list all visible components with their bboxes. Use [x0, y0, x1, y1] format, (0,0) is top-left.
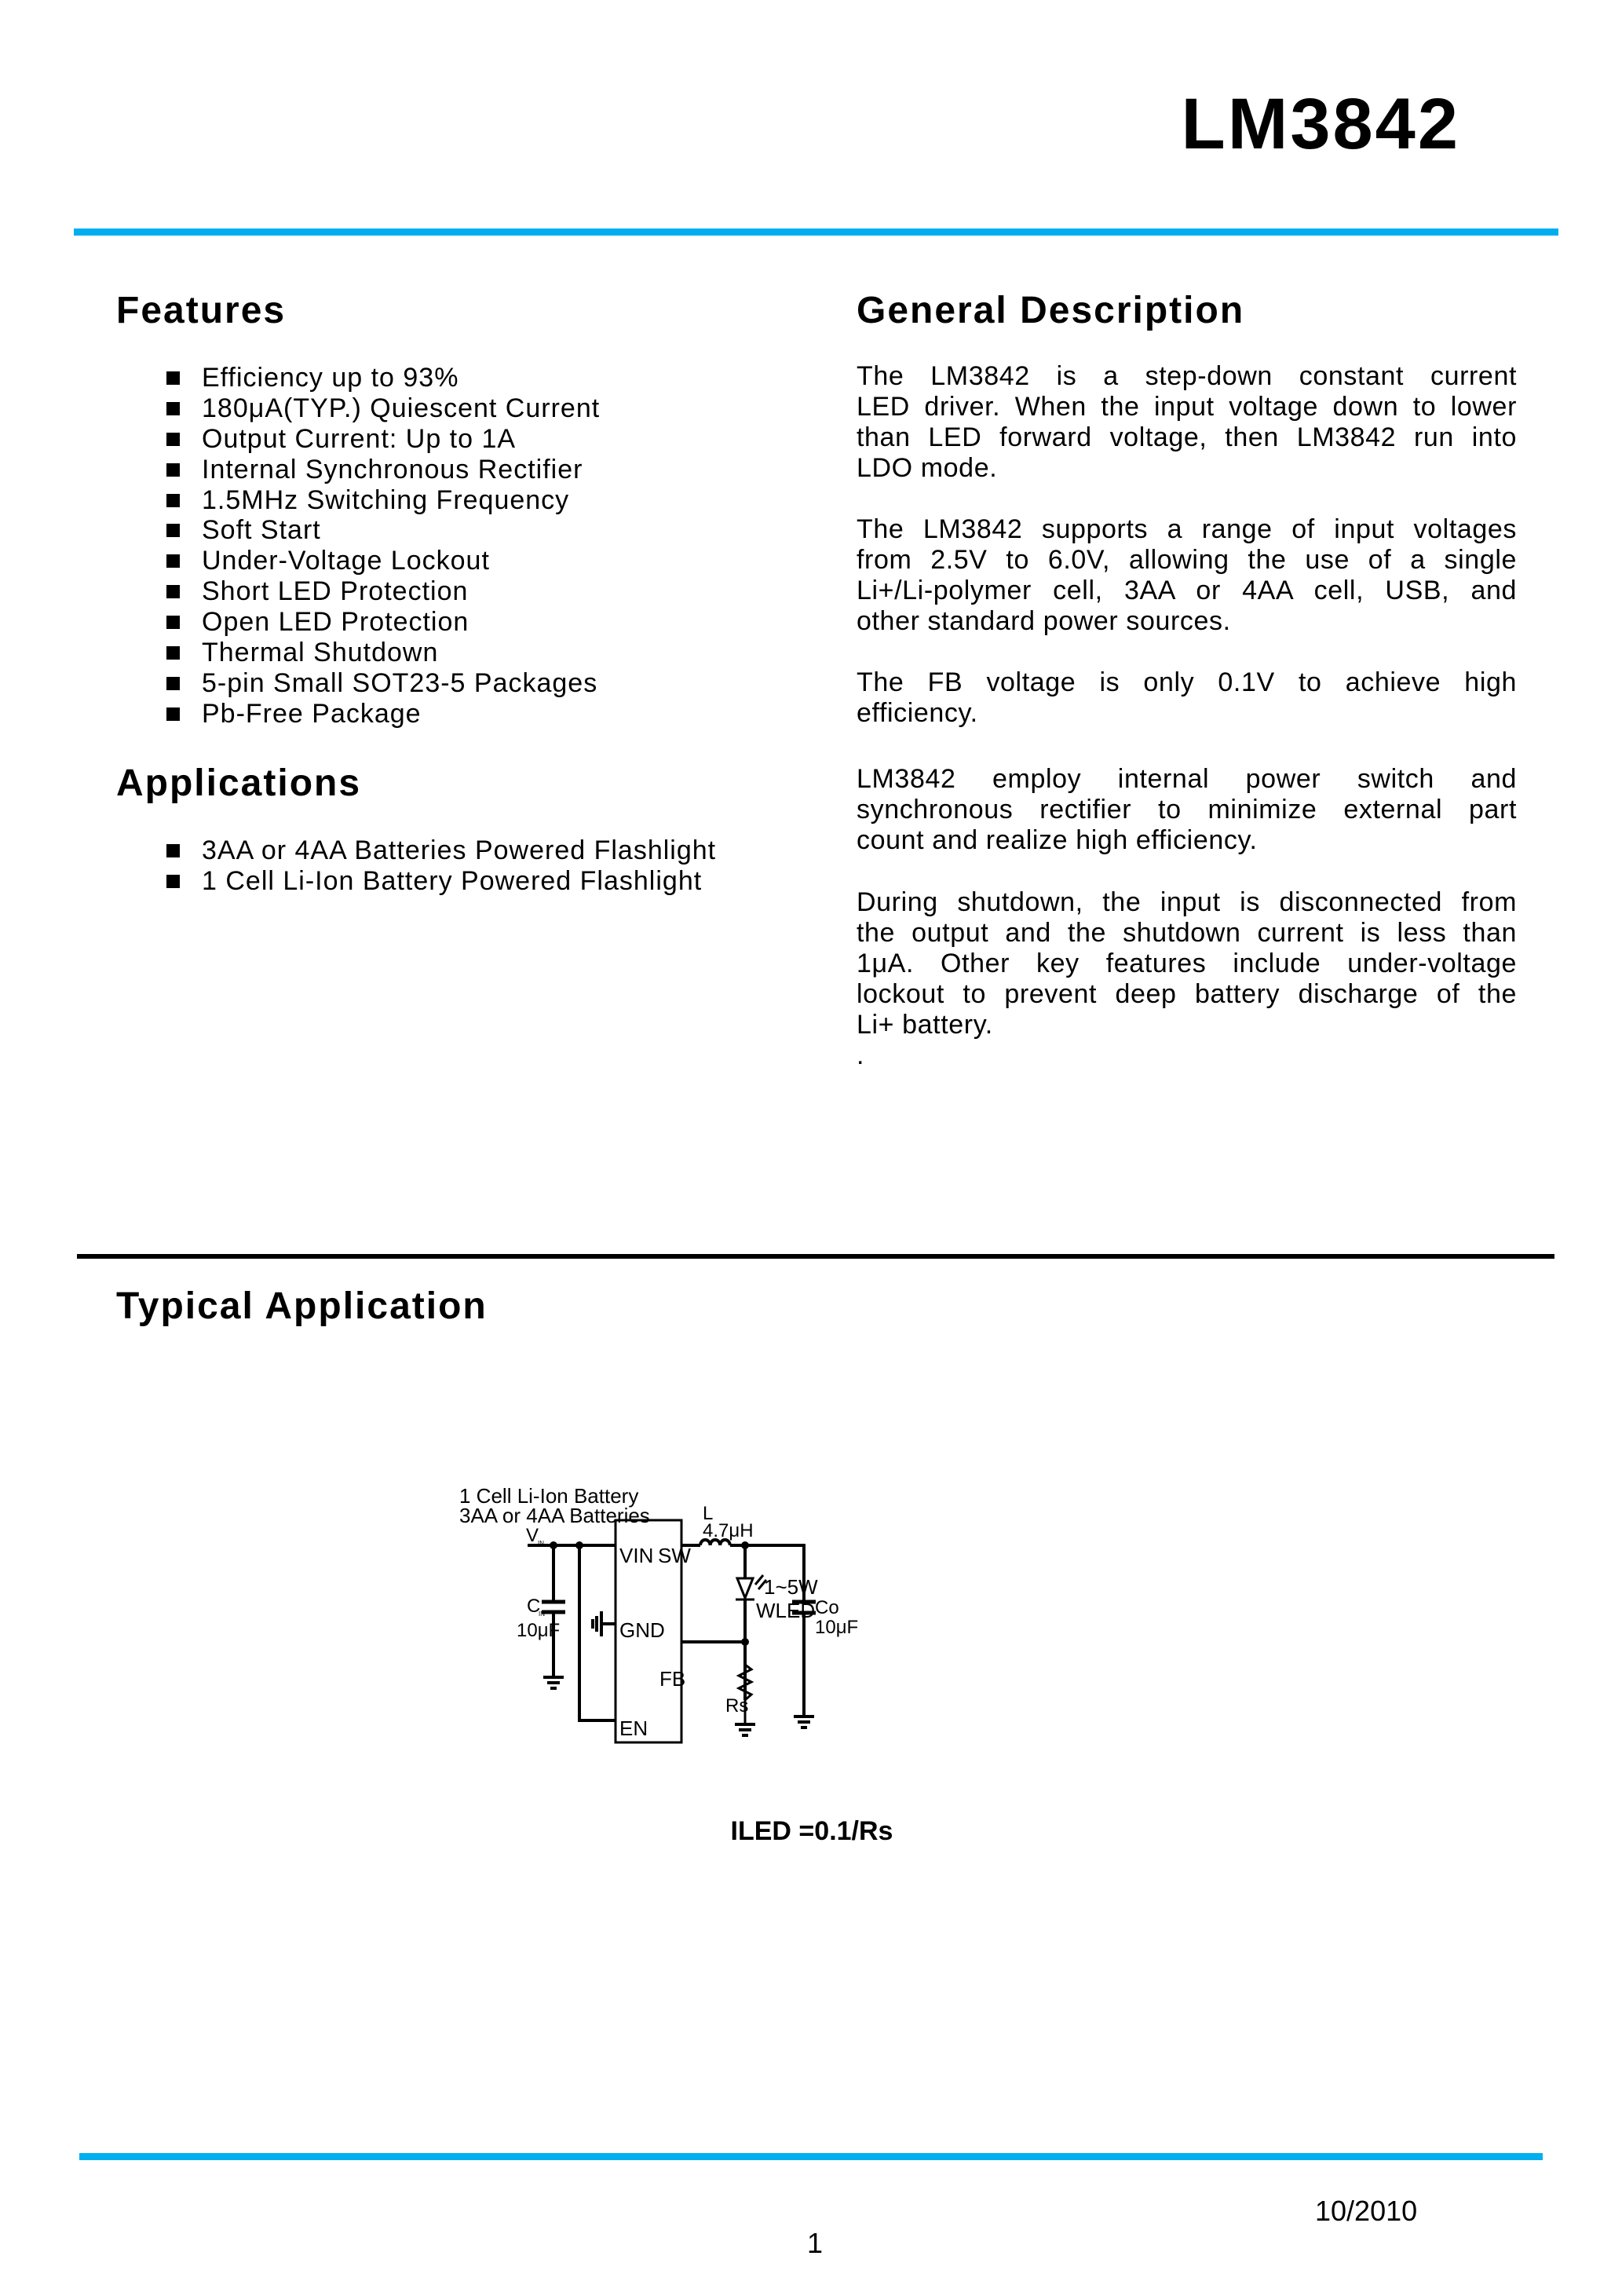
- en-wire: [579, 1545, 616, 1720]
- list-item-text: Short LED Protection: [202, 576, 469, 607]
- features-heading: Features: [116, 290, 287, 331]
- pin-en: EN: [619, 1717, 648, 1740]
- footer-date: 10/2010: [1315, 2195, 1418, 2227]
- description-line: Li+ battery.: [857, 1010, 993, 1040]
- description-line: from 2.5V to 6.0V, allowing the use of a single: [857, 545, 1517, 575]
- page-number: 1: [807, 2227, 824, 2259]
- pin-gnd: GND: [619, 1618, 665, 1642]
- description-line: The FB voltage is only 0.1V to achieve high: [857, 667, 1517, 697]
- list-item-text: Under-Voltage Lockout: [202, 546, 490, 576]
- led-label: WLED: [756, 1599, 816, 1622]
- list-item-text: Thermal Shutdown: [202, 638, 439, 668]
- description-line: The LM3842 is a step-down constant current: [857, 361, 1517, 391]
- applications-heading: Applications: [116, 762, 362, 804]
- junction-dot: [741, 1541, 749, 1549]
- inductor-value: 4.7μH: [703, 1520, 754, 1541]
- list-item-text: Pb-Free Package: [202, 698, 422, 729]
- junction-dot: [741, 1638, 749, 1646]
- description-line: LDO mode.: [857, 453, 998, 483]
- junction-dot: [550, 1541, 557, 1549]
- description-line: lockout to prevent deep battery discharge of the: [857, 979, 1517, 1009]
- list-item-text: Soft Start: [202, 515, 321, 546]
- description-line: Li+/Li-polymer cell, 3AA or 4AA cell, USB, and: [857, 576, 1517, 605]
- ground-icon: [794, 1715, 814, 1729]
- ground-icon: [735, 1723, 755, 1737]
- cin-sub: IN: [539, 1610, 545, 1618]
- pin-fb: FB: [659, 1667, 686, 1691]
- list-item-text: 3AA or 4AA Batteries Powered Flashlight: [202, 835, 717, 865]
- list-item-text: Efficiency up to 93%: [202, 363, 459, 393]
- description-line: During shutdown, the input is disconnected from: [857, 887, 1517, 917]
- description-line: LM3842 employ internal power switch and: [857, 764, 1517, 794]
- co-label: Co: [815, 1597, 839, 1618]
- general-description-heading: General Description: [857, 290, 1245, 331]
- gnd-pin-icon: [593, 1611, 616, 1636]
- led-power: 1~5W: [764, 1575, 818, 1599]
- inductor-icon: [700, 1540, 730, 1545]
- description-line: than LED forward voltage, then LM3842 run into: [857, 422, 1517, 452]
- iled-formula: ILED =0.1/Rs: [730, 1816, 893, 1846]
- junction-dot: [575, 1541, 583, 1549]
- description-line: 1μA. Other key features include under-voltage: [857, 949, 1517, 978]
- pin-vin: VIN: [619, 1544, 654, 1567]
- list-item-text: 180μA(TYP.) Quiescent Current: [202, 393, 601, 423]
- description-line: other standard power sources.: [857, 606, 1231, 636]
- cin-label: C: [527, 1596, 541, 1617]
- pin-sw: SW: [658, 1544, 691, 1567]
- footer-rule: [79, 2153, 1543, 2160]
- vin-sub: IN: [538, 1540, 544, 1547]
- rs-label: Rs: [725, 1695, 749, 1717]
- description-line: the output and the shutdown current is less than: [857, 918, 1517, 948]
- description-line: .: [857, 1040, 865, 1070]
- description-line: LED driver. When the input voltage down to lower: [857, 392, 1517, 422]
- inductor-label: L: [703, 1503, 714, 1524]
- ground-icon: [543, 1676, 564, 1690]
- description-line: count and realize high efficiency.: [857, 825, 1258, 855]
- description-line: The LM3842 supports a range of input voltages: [857, 514, 1517, 544]
- led-diode-icon: [736, 1575, 766, 1600]
- description-line: synchronous rectifier to minimize external part: [857, 795, 1517, 824]
- list-item-text: Open LED Protection: [202, 607, 469, 638]
- source-label-line2: 3AA or 4AA Batteries: [459, 1504, 650, 1527]
- co-value: 10μF: [815, 1617, 859, 1638]
- typical-application-heading: Typical Application: [116, 1285, 488, 1327]
- cin-capacitor-icon: [542, 1602, 565, 1612]
- list-item-text: 1 Cell Li-Ion Battery Powered Flashlight: [202, 865, 703, 896]
- vin-label: V: [526, 1525, 539, 1546]
- list-item-text: Internal Synchronous Rectifier: [202, 454, 583, 484]
- cin-value: 10μF: [517, 1620, 561, 1641]
- part-number-title: LM3842: [1181, 84, 1460, 164]
- list-item-text: Output Current: Up to 1A: [202, 423, 517, 454]
- description-line: efficiency.: [857, 698, 978, 728]
- source-label-line1: 1 Cell Li-Ion Battery: [459, 1484, 639, 1508]
- list-item-text: 5-pin Small SOT23-5 Packages: [202, 667, 598, 698]
- list-item-text: 1.5MHz Switching Frequency: [202, 484, 570, 515]
